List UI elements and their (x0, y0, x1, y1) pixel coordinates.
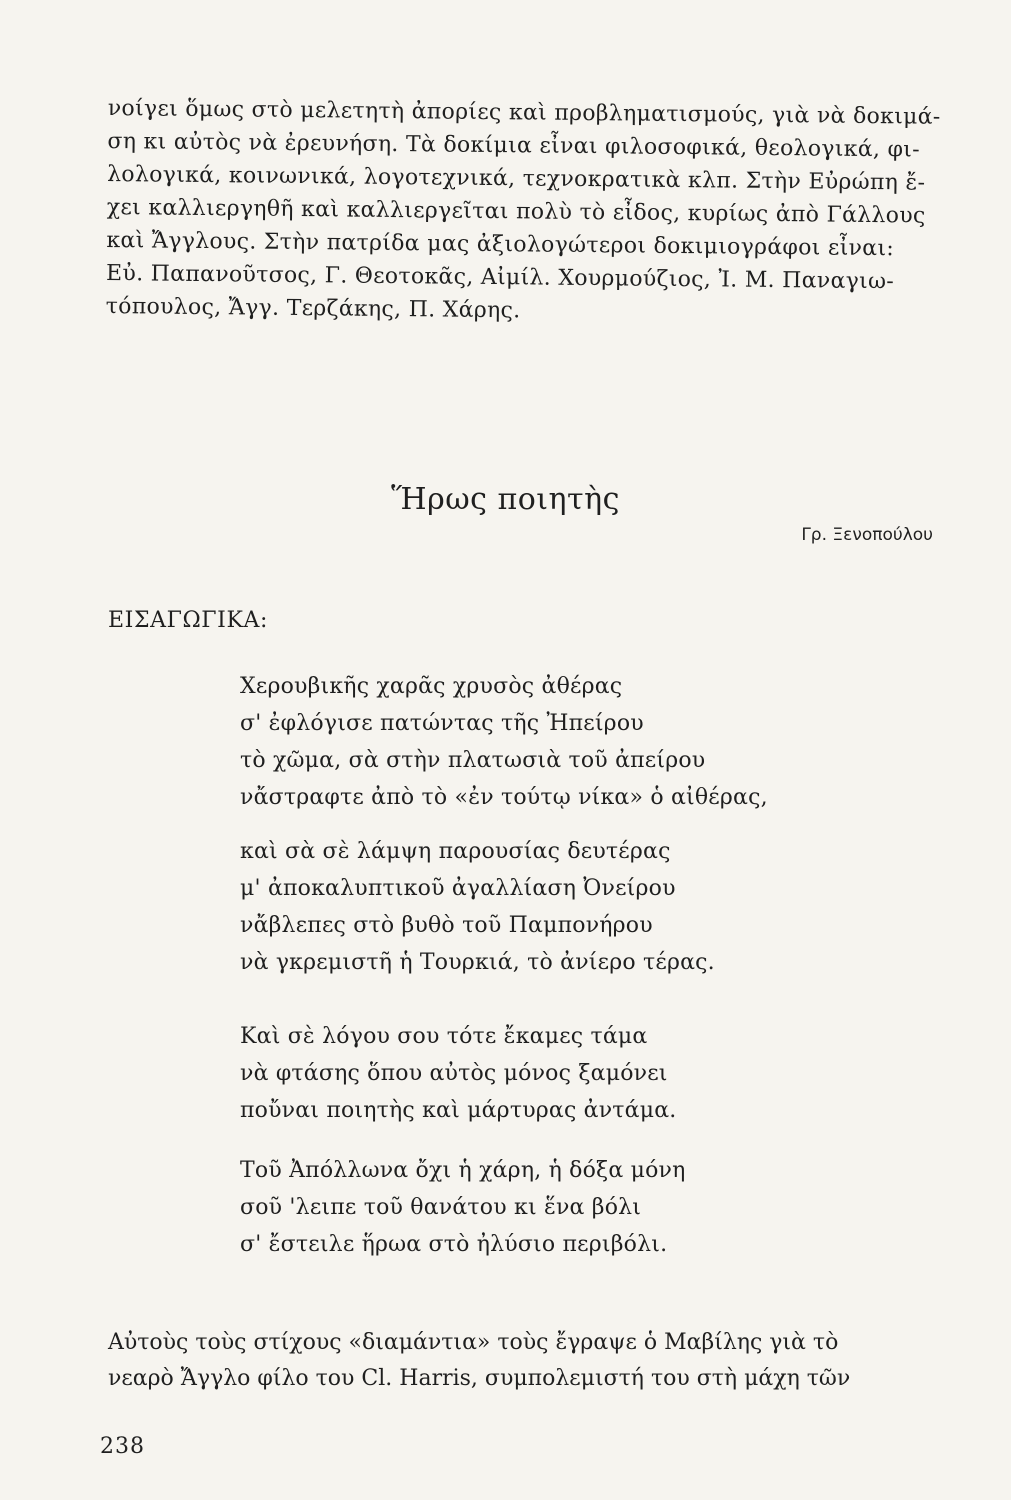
section-heading: ΕΙΣΑΓΩΓΙΚΑ: (108, 608, 268, 633)
intro-line: τόπουλος, Ἄγγ. Τερζάκης, Π. Χάρης. (105, 293, 521, 324)
poem-verse: νὰ γκρεμιστῆ ἡ Τουρκιά, τὸ ἀνίερο τέρας. (240, 950, 715, 975)
intro-line: Εὐ. Παπανοῦτσος, Γ. Θεοτοκᾶς, Αἰμίλ. Χουρμούζιος, Ἰ. Μ. Παναγιω- (105, 260, 895, 295)
poem-verse: Καὶ σὲ λόγου σου τότε ἔκαμες τάμα (240, 1024, 648, 1049)
intro-line: νοίγει ὅμως στὸ μελετητὴ ἀπορίες καὶ προβληματισμούς, γιὰ νὰ δοκιμά- (107, 95, 941, 130)
intro-paragraph (105, 92, 941, 332)
poem-verse: τὸ χῶμα, σὰ στὴν πλατωσιὰ τοῦ ἀπείρου (240, 748, 706, 773)
poem-verse: Τοῦ Ἀπόλλωνα ὄχι ἡ χάρη, ἡ δόξα μόνη (240, 1158, 686, 1183)
intro-line: λολογικά, κοινωνικά, λογοτεχνικά, τεχνοκρατικὰ κλπ. Στὴν Εὐρώπη ἔ- (107, 161, 926, 196)
intro-line: καὶ Ἄγγλους. Στὴν πατρίδα μας ἀξιολογώτεροι δοκιμιογράφοι εἶναι: (106, 227, 895, 262)
poem-stanza-2 (240, 833, 800, 981)
poem-verse: σοῦ 'λειπε τοῦ θανάτου κι ἕνα βόλι (240, 1195, 642, 1220)
poem-verse: μ' ἀποκαλυπτικοῦ ἀγαλλίαση Ὀνείρου (240, 876, 676, 901)
poem-verse: σ' ἔστειλε ἥρωα στὸ ἠλύσιο περιβόλι. (240, 1232, 668, 1257)
poem-stanza-1 (240, 668, 800, 816)
closing-paragraph (108, 1325, 916, 1397)
poem-verse: Χερουβικῆς χαρᾶς χρυσὸς ἀθέρας (240, 674, 623, 699)
page-number: 238 (100, 1434, 145, 1459)
intro-line: ση κι αὐτὸς νὰ ἐρευνήση. Τὰ δοκίμια εἶναι φιλοσοφικά, θεολογικά, φι- (107, 128, 921, 163)
poem-verse: σ' ἐφλόγισε πατώντας τῆς Ἠπείρου (240, 711, 644, 736)
poem-stanza-3 (240, 1018, 800, 1129)
poem-verse: καὶ σὰ σὲ λάμψη παρουσίας δευτέρας (240, 839, 671, 864)
poem-author: Γρ. Ξενοπούλου (801, 525, 933, 545)
poem-verse: νὰ φτάσης ὅπου αὐτὸς μόνος ξαμόνει (240, 1061, 668, 1086)
poem-verse: νἄβλεπες στὸ βυθὸ τοῦ Παμπονήρου (240, 913, 653, 938)
poem-verse: ποὔναι ποιητὴς καὶ μάρτυρας ἀντάμα. (240, 1098, 677, 1123)
poem-stanza-4 (240, 1152, 800, 1263)
poem-verse: νἄστραφτε ἀπὸ τὸ «ἐν τούτῳ νίκα» ὁ αἰθέρας, (240, 785, 768, 810)
closing-line: νεαρὸ Ἄγγλο φίλο του Cl. Harris, συμπολεμιστή του στὴ μάχη τῶν (108, 1366, 851, 1391)
intro-line: χει καλλιεργηθῆ καὶ καλλιεργεῖται πολὺ τὸ εἶδος, κυρίως ἀπὸ Γάλλους (106, 194, 926, 229)
poem-title: Ἥρως ποιητὴς (391, 482, 620, 517)
closing-line: Αὐτοὺς τοὺς στίχους «διαμάντια» τοὺς ἔγραψε ὁ Μαβίλης γιὰ τὸ (108, 1330, 839, 1355)
